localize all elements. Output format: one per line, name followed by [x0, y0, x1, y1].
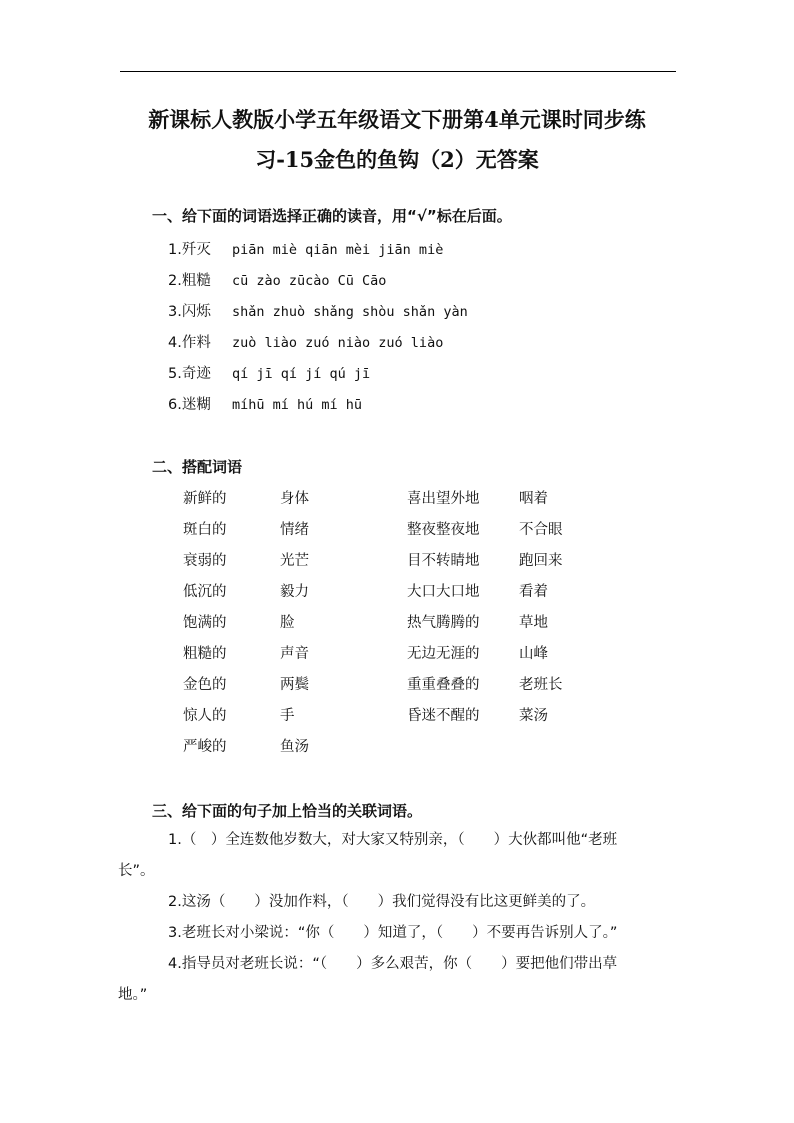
match-word-col2: 脸: [280, 615, 295, 631]
item-word: 1.歼灭: [168, 242, 211, 258]
item-word: 3.闪烁: [168, 304, 211, 320]
section3-heading: 三、给下面的句子加上恰当的关联词语。: [152, 802, 423, 820]
match-word-col1: 低沉的: [183, 584, 227, 600]
item-word: 4.作料: [168, 335, 211, 351]
match-word-col3: 昏迷不醒的: [407, 708, 480, 724]
question-4-line1: 4.指导员对老班长说：“（ ）多么艰苦，你（ ）要把他们带出草: [168, 956, 618, 972]
section1-item: [168, 300, 468, 321]
item-pinyin: zuò liào zuó niào zuó liào: [232, 335, 444, 351]
item-pinyin: cū zào zūcào Cū Cāo: [232, 273, 387, 289]
match-word-col4: 菜汤: [519, 708, 548, 724]
match-word-col1: 粗糙的: [183, 646, 227, 662]
match-word-col4: 跑回来: [519, 553, 563, 569]
match-word-col1: 新鲜的: [183, 491, 227, 507]
match-word-col2: 毅力: [280, 584, 309, 600]
question-1-line2: 长”。: [118, 863, 155, 879]
match-word-col3: 大口大口地: [407, 584, 480, 600]
match-word-col1: 严峻的: [183, 739, 227, 755]
section2-heading: 二、搭配词语: [152, 458, 243, 476]
match-word-col3: 无边无涯的: [407, 646, 480, 662]
section1-item: [168, 331, 443, 352]
item-word: 6.迷糊: [168, 397, 211, 413]
item-pinyin: shǎn zhuò shǎng shòu shǎn yàn: [232, 304, 468, 320]
match-word-col3: 喜出望外地: [407, 491, 480, 507]
match-word-col2: 情绪: [280, 522, 309, 538]
section1-item: [168, 269, 386, 290]
section1-heading: 一、给下面的词语选择正确的读音，用“√”标在后面。: [152, 207, 512, 225]
match-word-col3: 目不转睛地: [407, 553, 480, 569]
match-word-col1: 衰弱的: [183, 553, 227, 569]
match-word-col2: 两鬓: [280, 677, 309, 693]
question-1-line1: 1.（ ）全连数他岁数大，对大家又特别亲，（ ）大伙都叫他“老班: [168, 832, 618, 848]
item-pinyin: piān miè qiān mèi jiān miè: [232, 242, 444, 258]
item-word: 5.奇迹: [168, 366, 211, 382]
match-word-col4: 山峰: [519, 646, 548, 662]
question-2: 2.这汤（ ）没加作料，（ ）我们觉得没有比这更鲜美的了。: [168, 894, 596, 910]
match-word-col2: 身体: [280, 491, 309, 507]
match-word-col4: 老班长: [519, 677, 563, 693]
item-word: 2.粗糙: [168, 273, 211, 289]
match-word-col4: 咽着: [519, 491, 548, 507]
match-word-col4: 看着: [519, 584, 548, 600]
section1-item: [168, 238, 443, 259]
header-rule: [120, 71, 676, 72]
document-title-line2: 习-15金色的鱼钩（2）无答案: [255, 147, 539, 172]
match-word-col2: 声音: [280, 646, 309, 662]
match-word-col1: 斑白的: [183, 522, 227, 538]
item-pinyin: míhū mí hú mí hū: [232, 397, 363, 413]
section1-item: [168, 393, 362, 414]
match-word-col1: 惊人的: [183, 708, 227, 724]
match-word-col2: 鱼汤: [280, 739, 309, 755]
match-word-col3: 重重叠叠的: [407, 677, 480, 693]
question-3: 3.老班长对小梁说：“你（ ）知道了，（ ）不要再告诉别人了。”: [168, 925, 618, 941]
match-word-col1: 金色的: [183, 677, 227, 693]
match-word-col4: 不合眼: [519, 522, 563, 538]
section1-item: [168, 362, 370, 383]
question-4-line2: 地。”: [118, 987, 148, 1003]
match-word-col4: 草地: [519, 615, 548, 631]
match-word-col2: 光芒: [280, 553, 309, 569]
match-word-col1: 饱满的: [183, 615, 227, 631]
match-word-col3: 热气腾腾的: [407, 615, 480, 631]
match-word-col3: 整夜整夜地: [407, 522, 480, 538]
item-pinyin: qí jī qí jí qú jī: [232, 366, 371, 382]
document-title-line1: 新课标人教版小学五年级语文下册第4单元课时同步练: [148, 107, 646, 132]
match-word-col2: 手: [280, 708, 295, 724]
